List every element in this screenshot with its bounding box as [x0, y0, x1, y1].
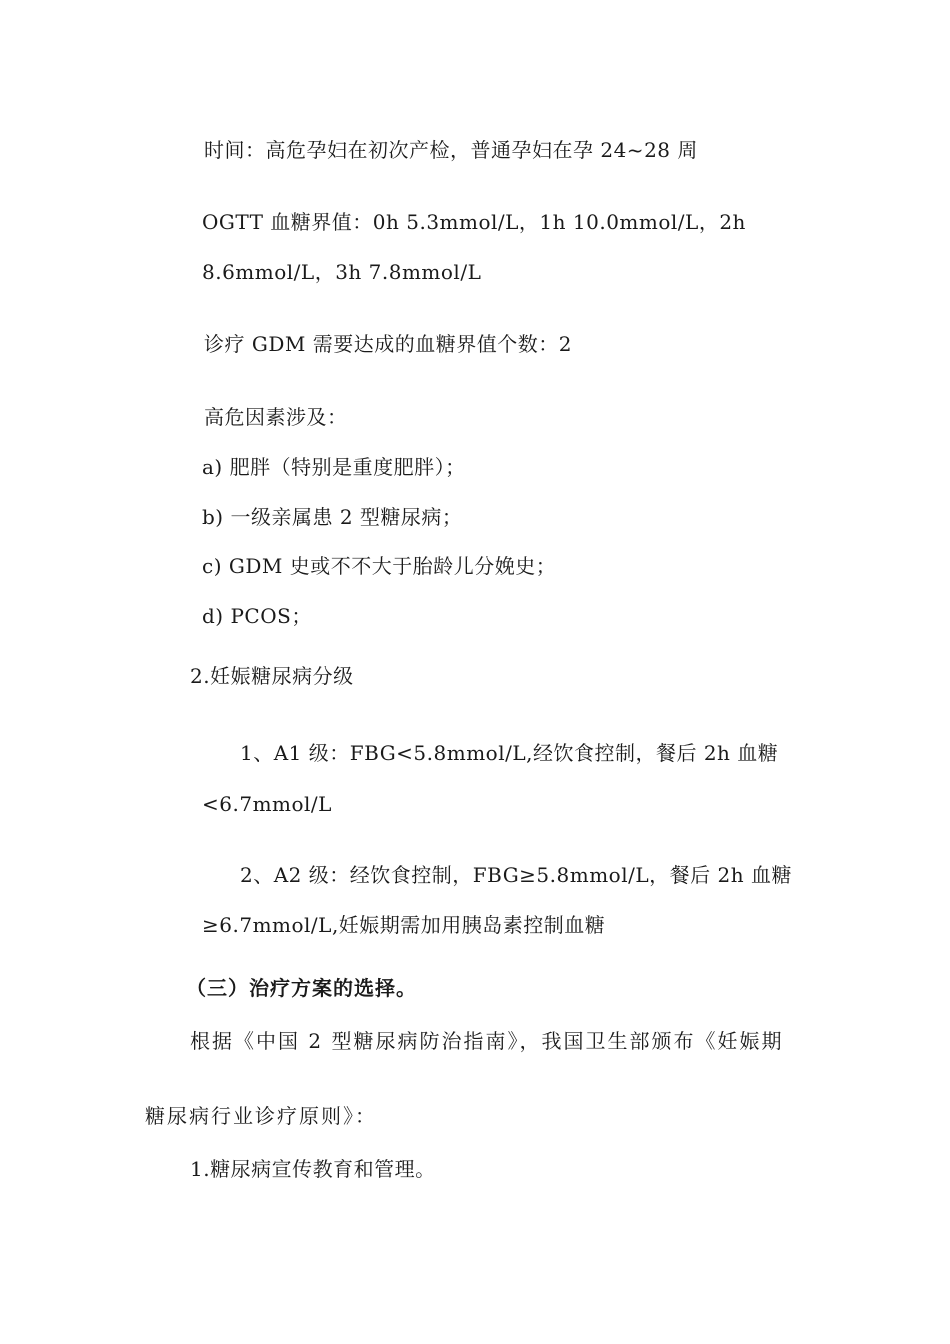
risk-item-b: b) 一级亲属患 2 型糖尿病； — [202, 505, 463, 529]
criteria-count: 诊疗 GDM 需要达成的血糖界值个数：2 — [204, 332, 572, 356]
risk-factors-title: 高危因素涉及： — [204, 405, 348, 429]
treatment-item-1: 1.糖尿病宣传教育和管理。 — [190, 1157, 436, 1181]
treatment-heading: （三）治疗方案的选择。 — [186, 976, 417, 1000]
treatment-paragraph-line-2: 糖尿病行业诊疗原则》： — [145, 1104, 377, 1128]
risk-item-c: c) GDM 史或不不大于胎龄儿分娩史； — [202, 554, 557, 578]
grading-title: 2.妊娠糖尿病分级 — [190, 664, 354, 688]
ogtt-threshold-line-2: 8.6mmol/L，3h 7.8mmol/L — [202, 260, 482, 284]
screening-time: 时间：高危孕妇在初次产检，普通孕妇在孕 24~28 周 — [204, 138, 698, 162]
grade-a2-line-2: ≥6.7mmol/L,妊娠期需加用胰岛素控制血糖 — [202, 913, 606, 937]
grade-a1-line-1: 1、A1 级：FBG<5.8mmol/L,经饮食控制，餐后 2h 血糖 — [240, 741, 779, 765]
risk-item-d: d) PCOS； — [202, 604, 312, 628]
ogtt-threshold-line-1: OGTT 血糖界值：0h 5.3mmol/L，1h 10.0mmol/L，2h — [202, 210, 746, 234]
risk-item-a: a) 肥胖（特别是重度肥胖）； — [202, 455, 466, 479]
treatment-paragraph-line-1: 根据《中国 2 型糖尿病防治指南》，我国卫生部颁布《妊娠期 — [190, 1029, 784, 1053]
grade-a2-line-1: 2、A2 级：经饮食控制，FBG≥5.8mmol/L，餐后 2h 血糖 — [240, 863, 792, 887]
grade-a1-line-2: <6.7mmol/L — [202, 792, 332, 816]
